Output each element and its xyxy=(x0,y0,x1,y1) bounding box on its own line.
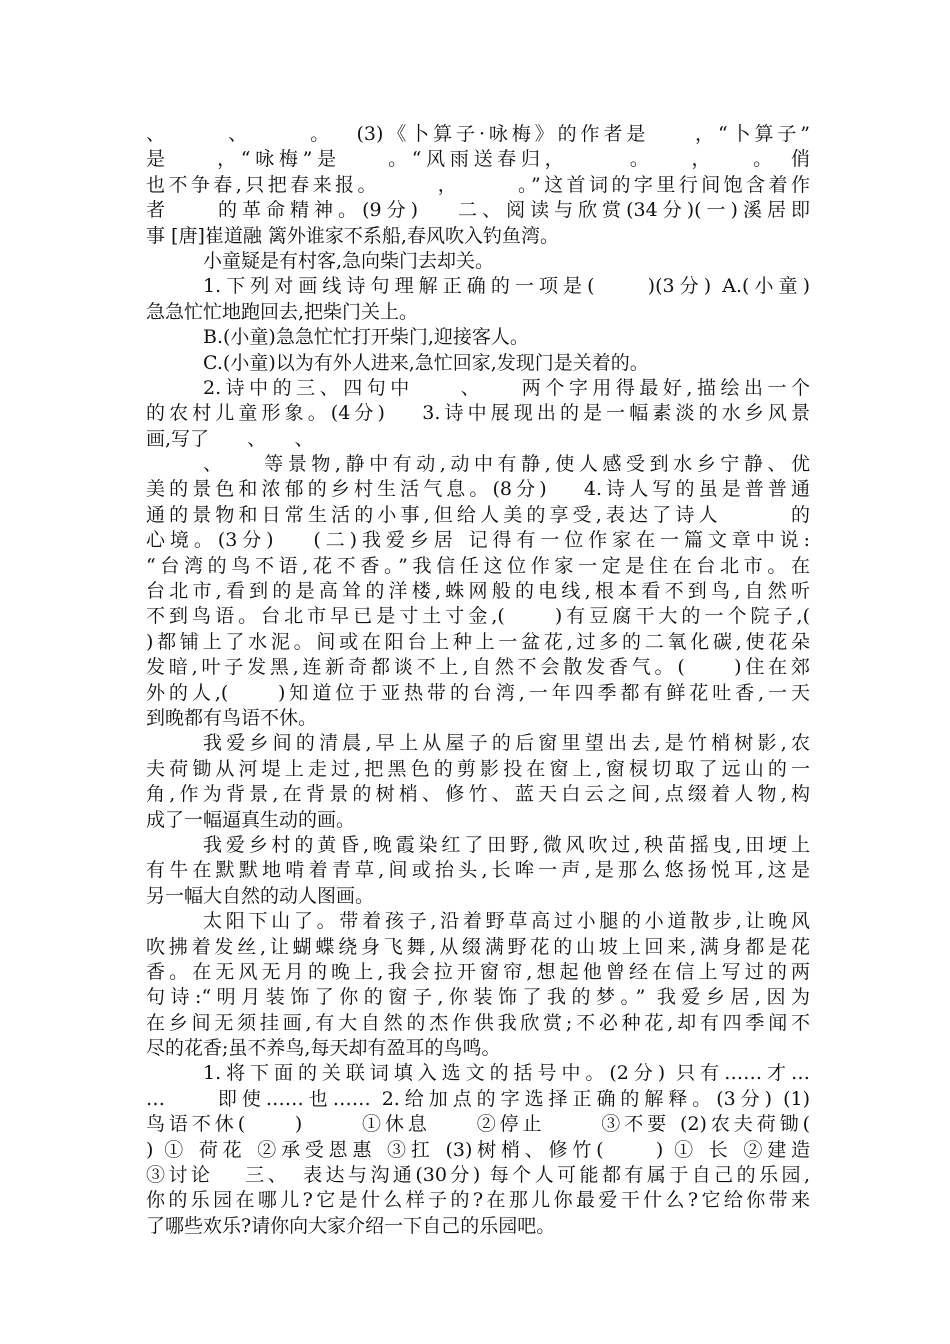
text-line: 不到鸟语。台北市早已是寸土寸金,( )有豆腐干大的一个院子,( xyxy=(146,605,810,628)
text-line: 太阳下山了。带着孩子,沿着野草高过小腿的小道散步,让晚风 xyxy=(203,910,810,933)
text-line: 我爱乡间的清晨,早上从屋子的后窗里望出去,是竹梢树影,农 xyxy=(203,732,810,755)
text-line: 1.下列对画线诗句理解正确的一项是( )(3分) A.(小童) xyxy=(203,275,810,298)
text-line: 2.诗中的三、四句中 、 两个字用得最好,描绘出一个 xyxy=(203,376,810,399)
text-line: 小童疑是有村客,急向柴门去却关。 xyxy=(203,249,495,272)
text-line: 鸟语不休( ) ①休息 ②停止 ③不要 (2)农夫荷锄( xyxy=(146,1113,810,1136)
text-line: 有牛在默默地啃着青草,间或抬头,长哞一声,是那么悠扬悦耳,这是 xyxy=(146,859,810,882)
text-line: 夫荷锄从河堤上走过,把黑色的剪影投在窗上,窗棂切取了远山的一 xyxy=(146,757,810,780)
text-line: 、 等景物,静中有动,动中有静,使人感受到水乡宁静、优 xyxy=(203,453,810,476)
text-line: B.(小童)急急忙忙打开柴门,迎接客人。 xyxy=(203,326,529,349)
text-line: 到晚都有鸟语不休。 xyxy=(146,706,318,729)
text-line: 美的景色和浓郁的乡村生活气息。(8分) 4.诗人写的虽是普普通 xyxy=(146,478,810,501)
text-line: 吹拂着发丝,让蝴蝶绕身飞舞,从缀满野花的山坡上回来,满身都是花 xyxy=(146,935,810,958)
text-line: 心境。(3分) (二)我爱乡居 记得有一位作家在一篇文章中说: xyxy=(146,529,810,552)
text-line: 尽的花香;虽不养鸟,每天却有盈耳的鸟鸣。 xyxy=(146,1037,501,1060)
text-line: 画,写了 、 、 xyxy=(146,427,314,450)
text-line: 成了一幅逼真生动的画。 xyxy=(146,808,356,831)
text-line: 角,作为背景,在背景的树梢、修竹、蓝天白云之间,点缀着人物,构 xyxy=(146,783,810,806)
text-line: 急急忙忙地跑回去,把柴门关上。 xyxy=(146,300,419,323)
text-line: 台北市,看到的是高耸的洋楼,蛛网般的电线,根本看不到鸟,自然听 xyxy=(146,580,810,603)
text-line: 我爱乡村的黄昏,晚霞染红了田野,微风吹过,秧苗摇曳,田埂上 xyxy=(203,833,810,856)
text-line: ③讨论 三、 表达与沟通(30分) 每个人可能都有属于自己的乐园, xyxy=(146,1164,810,1187)
text-line: C.(小童)以为有外人进来,急忙回家,发现门是关着的。 xyxy=(203,351,649,374)
text-line: 的农村儿童形象。(4分) 3.诗中展现出的是一幅素淡的水乡风景 xyxy=(146,402,810,425)
text-line: )都铺上了水泥。间或在阳台上种上一盆花,过多的二氧化碳,使花朵 xyxy=(146,630,810,653)
text-line: “台湾的鸟不语,花不香。”我信任这位作家一定是住在台北市。在 xyxy=(146,554,810,577)
text-line: … 即使……也…… 2.给加点的字选择正确的解释。(3分) (1) xyxy=(146,1087,810,1110)
text-line: 1.将下面的关联词填入选文的括号中。(2分) 只有……才… xyxy=(203,1062,810,1085)
text-line: 事 [唐]崔道融 篱外谁家不系船,春风吹入钓鱼湾。 xyxy=(146,224,559,247)
text-line: 是 ，“咏梅”是 。“风雨送春归， 。 ， 。 俏 xyxy=(146,148,810,171)
text-line: 句诗:“明月装饰了你的窗子,你装饰了我的梦。” 我爱乡居,因为 xyxy=(146,986,810,1009)
text-line: 香。在无风无月的晚上,我会拉开窗帘,想起他曾经在信上写过的两 xyxy=(146,960,810,983)
text-line: 另一幅大自然的动人图画。 xyxy=(146,884,375,907)
text-line: 者 的革命精神。(9分) 二、阅读与欣赏(34分)(一)溪居即 xyxy=(146,199,810,222)
document-body xyxy=(146,122,810,1239)
text-line: 、 、 。 (3)《卜算子·咏梅》的作者是 ，“卜算子” xyxy=(146,123,810,145)
text-line: 你的乐园在哪儿?它是什么样子的?在那儿你最爱干什么?它给你带来 xyxy=(146,1189,810,1212)
text-line: 也不争春,只把春来报。 ， 。”这首词的字里行间饱含着作 xyxy=(146,173,810,196)
text-line: 通的景物和日常生活的小事,但给人美的享受,表达了诗人 的 xyxy=(146,503,810,526)
text-line: 了哪些欢乐?请你向大家介绍一下自己的乐园吧。 xyxy=(146,1214,556,1237)
text-line: 外的人,( )知道位于亚热带的台湾,一年四季都有鲜花吐香,一天 xyxy=(146,681,810,704)
text-line: 发暗,叶子发黑,连新奇都谈不上,自然不会散发香气。( )住在郊 xyxy=(146,656,810,679)
text-line: 在乡间无须挂画,有大自然的杰作供我欣赏;不必种花,却有四季闻不 xyxy=(146,1011,810,1034)
text-line: ) ① 荷花 ②承受恩惠 ③扛 (3)树梢、修竹( ) ① 长 ②建造 xyxy=(146,1138,810,1161)
